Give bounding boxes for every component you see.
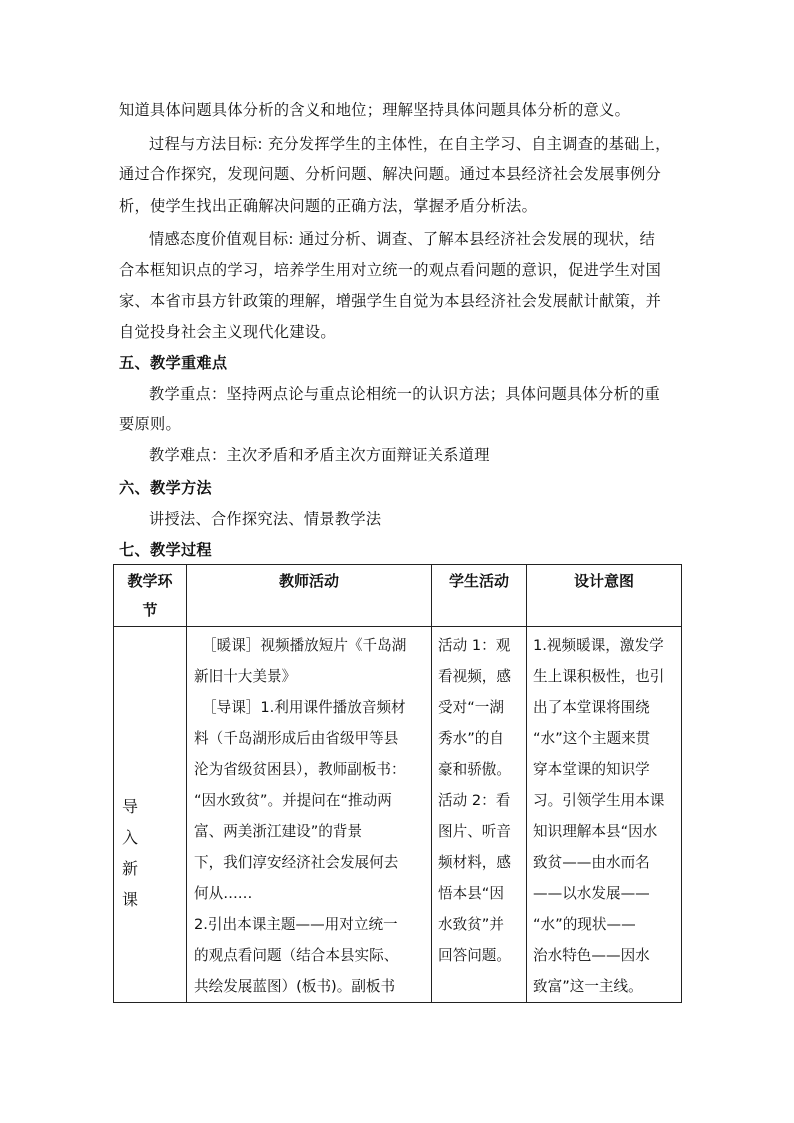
paragraph-line: 家、本省市县方针政策的理解，增强学生自觉为本县经济社会发展献计献策，并 [119, 292, 662, 310]
text-line: 活动 1：观 [438, 637, 511, 654]
stage-char: 新 [121, 859, 138, 878]
design-intent-text [527, 627, 681, 1002]
text-line: 新旧十大美景》 [194, 668, 297, 685]
header-design-label: 设计意图 [573, 572, 634, 590]
header-teacher-label: 教师活动 [278, 572, 339, 590]
paragraph-line: 知道具体问题具体分析的含义和地位；理解坚持具体问题具体分析的意义。 [119, 101, 631, 119]
table-row [114, 627, 682, 1003]
teaching-process-table [113, 564, 682, 1003]
stage-char: 入 [121, 828, 138, 847]
stage-label [114, 627, 140, 915]
text-line: ［暖课］视频播放短片《千岛湖 [202, 637, 407, 654]
table-header-row [114, 565, 682, 627]
text-line: 水致贫”并 [438, 916, 504, 933]
teacher-activity-cell [187, 627, 432, 1003]
paragraph-line: 讲授法、合作探究法、情景教学法 [149, 510, 382, 528]
header-stage [114, 565, 187, 627]
paragraph-line: 教学难点：主次矛盾和矛盾主次方面辩证关系道理 [149, 446, 490, 464]
paragraph-line: 情感态度价值观目标: 通过分析、调查、了解本县经济社会发展的现状，结 [149, 230, 656, 248]
paragraph-line: 合本框知识点的学习，培养学生用对立统一的观点看问题的意识，促进学生对国 [119, 261, 662, 279]
text-line: 习。引领学生用本课 [533, 792, 665, 809]
text-line: 沦为省级贫困县），教师副板书： [194, 761, 406, 778]
text-line: “水”这个主题来贯 [533, 730, 651, 747]
text-line: 图片、听音 [438, 823, 511, 840]
paragraph-line: 析，使学生找出正确解决问题的正确方法，掌握矛盾分析法。 [119, 197, 538, 215]
stage-char: 导 [121, 797, 138, 816]
paragraph-line: 过程与方法目标: 充分发挥学生的主体性，在自主学习、自主调查的基础上， [149, 135, 671, 153]
text-line: 下，我们淳安经济社会发展何去 [194, 854, 399, 871]
header-student [432, 565, 527, 627]
text-line: 受对“一湖 [438, 699, 504, 716]
text-line: 生上课积极性，也引 [533, 668, 665, 685]
text-line: 何从…… [194, 885, 253, 902]
text-line: 豪和骄傲。 [438, 761, 511, 778]
text-line: 悟本县“因 [438, 885, 504, 902]
text-line: 富、两美浙江建设”的背景 [194, 823, 363, 840]
header-student-label: 学生活动 [448, 572, 509, 590]
header-stage-line: 教学环 [127, 572, 173, 590]
text-line: 看视频，感 [438, 668, 511, 685]
paragraph-line: 教学重点：坚持两点论与重点论相统一的认识方法；具体问题具体分析的重 [149, 385, 661, 403]
text-line: 料（千岛湖形成后由省级甲等县 [194, 730, 399, 747]
student-activity-cell [432, 627, 527, 1003]
stage-char: 课 [121, 890, 138, 909]
header-design [527, 565, 682, 627]
text-line: 2.引出本课主题——用对立统一 [194, 916, 398, 933]
text-line: 穿本堂课的知识学 [533, 761, 650, 778]
section-heading: 七、教学过程 [119, 541, 212, 559]
paragraph-line: 自觉投身社会主义现代化建设。 [119, 323, 336, 341]
header-teacher [187, 565, 432, 627]
student-activity-text [432, 627, 526, 971]
text-line: 频材料，感 [438, 854, 511, 871]
section-heading: 六、教学方法 [119, 479, 212, 497]
text-line: ——以水发展—— [533, 885, 650, 902]
text-line: 秀水”的自 [438, 730, 504, 747]
text-line: ［导课］1.利用课件播放音频材 [202, 699, 406, 716]
text-line: 知识理解本县“因水 [533, 823, 658, 840]
text-line: 治水特色——因水 [533, 947, 650, 964]
header-stage-line: 节 [142, 601, 158, 619]
design-intent-cell [527, 627, 682, 1003]
text-line: 活动 2：看 [438, 792, 511, 809]
stage-cell [114, 627, 187, 1003]
text-line: 致贫——由水而名 [533, 854, 650, 871]
teacher-activity-text [187, 627, 431, 1002]
text-line: 1.视频暖课，激发学 [533, 637, 664, 654]
text-line: 出了本堂课将围绕 [533, 699, 650, 716]
text-line: “因水致贫”。并提问在“推动两 [194, 792, 392, 809]
text-line: 回答问题。 [438, 947, 511, 964]
paragraph-line: 通过合作探究，发现问题、分析问题、解决问题。通过本县经济社会发展事例分 [119, 165, 662, 183]
text-line: 的观点看问题（结合本县实际、 [194, 947, 399, 964]
text-line: 共绘发展蓝图）(板书)。副板书 [194, 978, 396, 995]
text-line: 致富”这一主线。 [533, 978, 643, 995]
text-line: “水”的现状—— [533, 916, 636, 933]
paragraph-line: 要原则。 [119, 415, 181, 433]
section-heading: 五、教学重难点 [119, 354, 228, 372]
